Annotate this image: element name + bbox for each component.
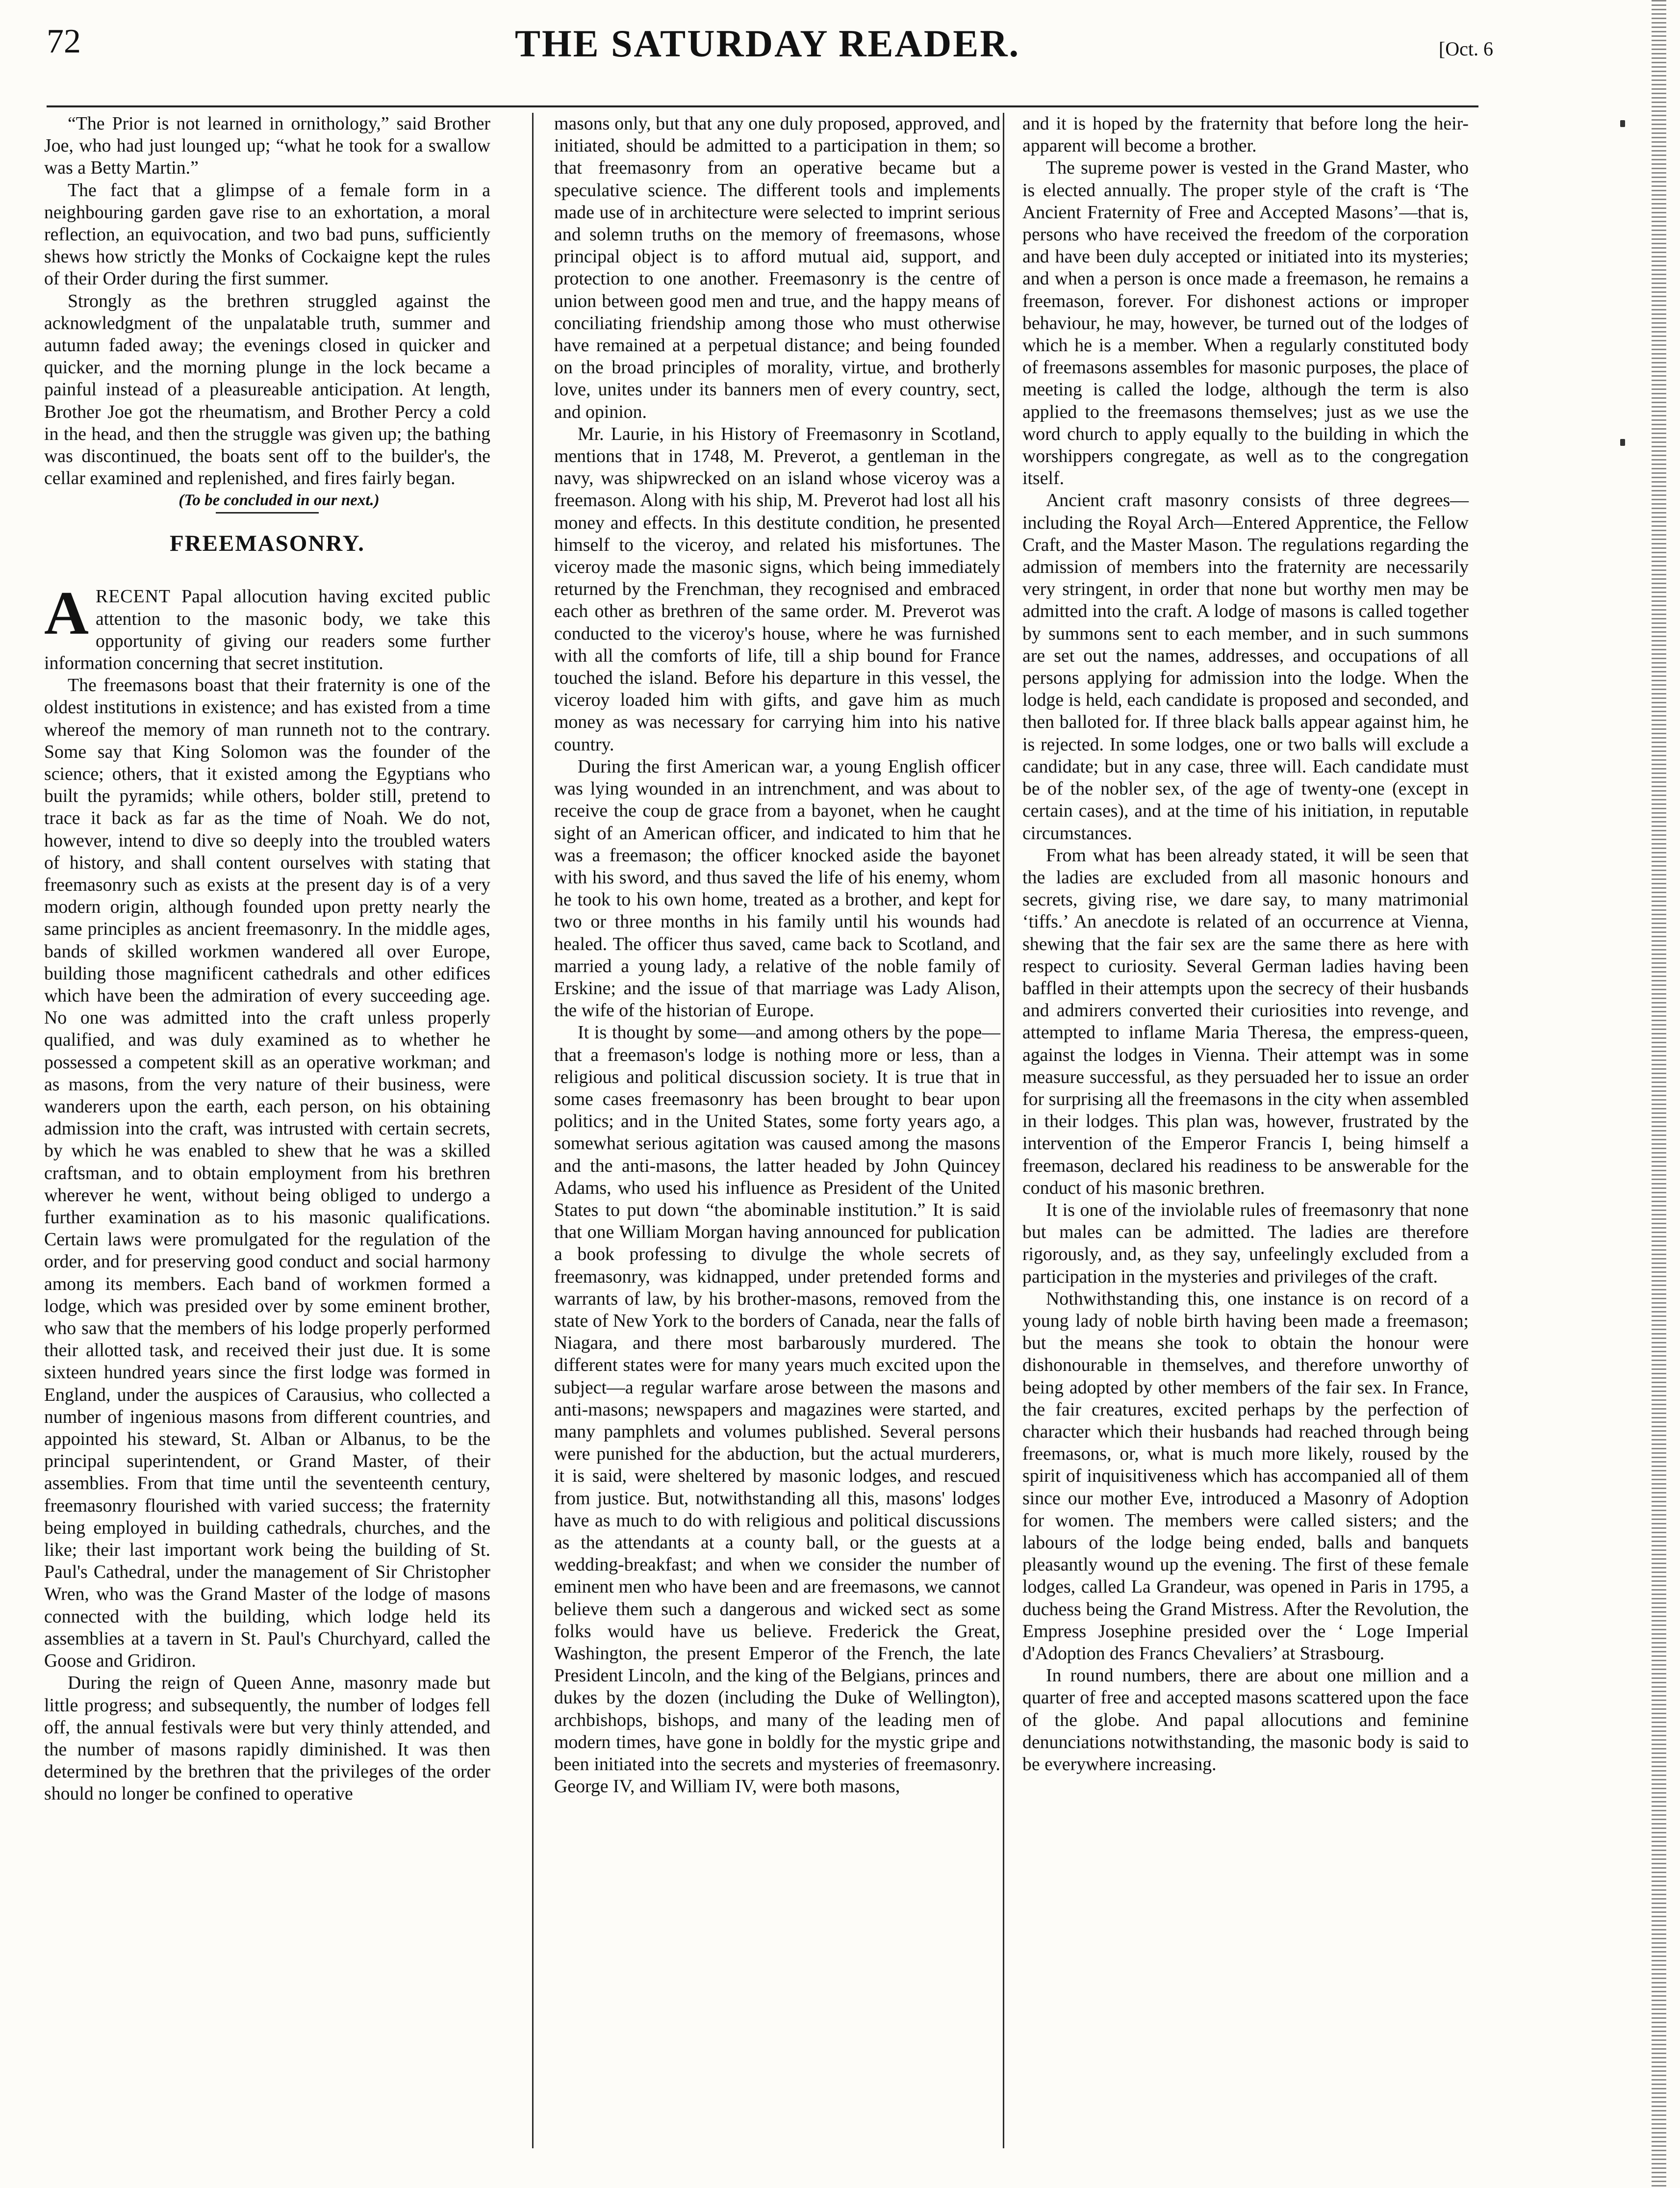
page-number: 72 bbox=[47, 23, 81, 60]
story-paragraph: Strongly as the brethren struggled against the acknowledgment of the unpalatable truth, summer and autumn faded away; the evenings closed in quicker and quicker, and the morning plunge in the lock became a painful instead of a pleasureable anticipation. At length, Brother Joe got the rheumatism, and Brother Percy a cold in the head, and then the struggle was given up; the bathing was discontinued, the boats sent off to the builder's, the cellar examined and replenished, and fires fairly began. bbox=[44, 290, 490, 489]
lead-word: RECENT bbox=[96, 586, 171, 607]
column-2 bbox=[554, 113, 1000, 1798]
header-rule bbox=[47, 105, 1478, 107]
story-paragraph: The fact that a glimpse of a female form in a neighbouring garden gave rise to an exhortation, a moral reflection, an equivocation, and two bad puns, sufficiently shews how strictly the Monks of Cockaigne kept the rules of their Order during the first summer. bbox=[44, 180, 490, 289]
masthead-title: THE SATURDAY READER. bbox=[514, 22, 1020, 65]
article-intro bbox=[44, 579, 490, 674]
column-divider bbox=[1003, 113, 1004, 2148]
continuation-note: (To be concluded in our next.) bbox=[178, 491, 380, 510]
article-paragraph: The freemasons boast that their fraternity is one of the oldest institutions in existence; and has existed from a time whereof the memory of man runneth not to the contrary. Some say that King Solomon was the founder of the science; others, that it existed among the Egyptians who built the pyramids; while others, bolder still, pretend to trace it back as far as the time of Noah. We do not, however, intend to dive so deeply into the troubled waters of history, and shall content ourselves with stating that freemasonry such as exists at the present day is of a very modern origin, although founded upon pretty nearly the same principles as ancient freemasonry. In the middle ages, bands of skilled workmen wandered all over Europe, building those magnificent cathedrals and other edifices which have been the admiration of every succeeding age. No one was admitted into the craft unless properly qualified, and was duly examined as to whether he possessed a competent skill as an operative workman; and as masons, from the very nature of their business, were wanderers upon the earth, each person, on his obtaining admission into the craft, was intrusted with certain secrets, by which he was enabled to shew that he was a skilled craftsman, and to obtain employment from his brethren wherever he went, without being obliged to undergo a further examination as to his masonic qualifications. Certain laws were promulgated for the regulation of the order, and for preserving good conduct and social harmony among its members. Each band of workmen formed a lodge, which was presided over by some eminent brother, who saw that the members of his lodge properly performed their allotted task, and received their just due. It is some sixteen hundred years since the first lodge was formed in England, under the auspices of Carausius, who collected a number of ingenious masons from different countries, and appointed his steward, St. Alban or Albanus, to be the principal superintendent, or Grand Master, of their assemblies. From that time until the seventeenth century, freemasonry flourished with varied success; the fraternity being employed in building cathedrals, churches, and the like; their last important work being the building of St. Paul's Cathedral, under the management of Sir Christopher Wren, who was the Grand Master of the lodge of masons connected with the building, which lodge held its assemblies at a tavern in St. Paul's Churchyard, called the Goose and Gridiron. bbox=[44, 675, 490, 1672]
article-paragraph: Mr. Laurie, in his History of Freemasonry in Scotland, mentions that in 1748, M. Preverot, a gentleman in the navy, was shipwrecked on an island whose viceroy was a freemason. Along with his ship, M. Preverot had lost all his money and effects. In this destitute condition, he presented himself to the viceroy, and related his misfortunes. The viceroy made the masonic signs, which being immediately returned by the Frenchman, they recognised and embraced each other as brethren of the same order. M. Preverot was conducted to the viceroy's house, where he was furnished with all the comforts of life, till a ship bound for France touched the island. Before his departure in this vessel, the viceroy loaded him with gifts, and gave him as much money as was necessary for carrying him into his native country. bbox=[554, 423, 1000, 755]
drop-cap: A bbox=[44, 579, 89, 648]
scan-edge bbox=[1652, 0, 1666, 2188]
intro-text: Papal allocution having excited public attention to the masonic body, we take this opportunity of giving our readers some further information concerning that secret institution. bbox=[44, 586, 490, 673]
article-paragraph: In round numbers, there are about one million and a quarter of free and accepted masons scattered upon the face of the globe. And papal allocutions and feminine denunciations notwithstanding, the masonic body is said to be everywhere increasing. bbox=[1022, 1665, 1469, 1775]
section-divider bbox=[216, 512, 319, 514]
column-3 bbox=[1022, 113, 1469, 1776]
column-1 bbox=[44, 113, 490, 1805]
article-paragraph: Ancient craft masonry consists of three degrees—including the Royal Arch—Entered Apprentice, the Fellow Craft, and the Master Mason. The regulations regarding the admission of members into the fraternity are necessarily very stringent, in order that none but worthy men may be admitted into the craft. A lodge of masons is called together by summons sent to each member, and in such summons are set out the names, addresses, and occupations of all persons applying for admission into the lodge. When the lodge is held, each candidate is proposed and seconded, and then balloted for. If three black balls appear against him, he is rejected. In some lodges, one or two balls will exclude a candidate; but in any case, three will. Each candidate must be of the nobler sex, of the age of twenty-one (except in certain cases), and at the time of his initiation, in reputable circumstances. bbox=[1022, 490, 1469, 844]
article-paragraph: and it is hoped by the fraternity that before long the heir-apparent will become a brother. bbox=[1022, 113, 1469, 156]
column-divider bbox=[532, 113, 534, 2148]
issue-date: [Oct. 6 bbox=[1438, 38, 1493, 60]
article-paragraph: From what has been already stated, it will be seen that the ladies are excluded from all masonic honours and secrets, giving rise, we dare say, to many matrimonial ‘tiffs.’ An anecdote is related of an occurrence at Vienna, shewing that the fair sex are the same there as here with respect to curiosity. Several German ladies having been baffled in their attempts upon the secrecy of their husbands and admirers converted their curiosities into revenge, and attempted to inflame Maria Theresa, the empress-queen, against the lodges in Vienna. Their attempt was in some measure successful, as they persuaded her to issue an order for surprising all the freemasons in the city when assembled in their lodges. This plan was, however, frustrated by the intervention of the Emperor Francis I, being himself a freemason, declared his readiness to be answerable for the conduct of his masonic brethren. bbox=[1022, 845, 1469, 1198]
story-paragraph: “The Prior is not learned in ornithology,” said Brother Joe, who had just lounged up; “what he took for a swallow was a Betty Martin.” bbox=[44, 113, 490, 179]
margin-mark bbox=[1620, 439, 1625, 446]
article-paragraph: It is thought by some—and among others by the pope—that a freemason's lodge is nothing more or less, than a religious and political discussion society. It is true that in some cases freemasonry has been brought to bear upon politics; and in the United States, some forty years ago, a somewhat serious agitation was caused among the masons and the anti-masons, the latter headed by John Quincey Adams, who used his influence as President of the United States to put down “the abominable institution.” It is said that one William Morgan having announced for publication a book professing to divulge the whole secrets of freemasonry, was kidnapped, under pretended forms and warrants of law, by his brother-masons, removed from the state of New York to the borders of Canada, near the falls of Niagara, and there most barbarously murdered. The different states were for many years much excited upon the subject—a regular warfare arose between the masons and anti-masons; newspapers and magazines were started, and many pamphlets and volumes published. Several persons were punished for the abduction, but the actual murderers, it is said, were sheltered by masonic lodges, and rescued from justice. But, notwithstanding all this, masons' lodges have as much to do with religious and political discussions as the attendants at a county ball, or the guests at a wedding-breakfast; and when we consider the number of eminent men who have been and are freemasons, we cannot believe them such a dangerous and wicked sect as some folks would have us believe. Frederick the Great, Washington, the present Emperor of the French, the late President Lincoln, and the king of the Belgians, princes and dukes by the dozen (including the Duke of Wellington), archbishops, bishops, and many of the leading men of modern times, have gone in boldly for the mystic gripe and been initiated into the secrets and mysteries of freemasonry. George IV, and William IV, were both masons, bbox=[554, 1022, 1000, 1797]
article-paragraph: During the first American war, a young English officer was lying wounded in an intrenchment, and was about to receive the coup de grace from a bayonet, when he caught sight of an American officer, and indicated to him that he was a freemason; the officer knocked aside the bayonet with his sword, and thus saved the life of his enemy, whom he took to his own home, treated as a brother, and kept for two or three months in his family until his wounds had healed. The officer thus saved, came back to Scotland, and married a young lady, a relative of the noble family of Erskine; and the issue of that marriage was Lady Alison, the wife of the historian of Europe. bbox=[554, 756, 1000, 1021]
article-title: FREEMASONRY. bbox=[170, 530, 365, 556]
margin-mark bbox=[1620, 120, 1625, 127]
article-paragraph: Nothwithstanding this, one instance is on record of a young lady of noble birth having been made a freemason; but the means she took to obtain the honour were dishonourable in themselves, and therefore unworthy of being adopted by other members of the fair sex. In France, the fair creatures, excited perhaps by the perfection of character which their husbands had reached through being freemasons, or, what is much more likely, roused by the spirit of inquisitiveness which has accompanied all of them since our mother Eve, introduced a Masonry of Adoption for women. The members were called sisters; and the labours of the lodge being ended, balls and banquets pleasantly wound up the evening. The first of these female lodges, called La Grandeur, was opened in Paris in 1795, a duchess being the Grand Mistress. After the Revolution, the Empress Josephine presided over the ‘ Loge Imperial d'Adoption des Francs Chevaliers’ at Strasbourg. bbox=[1022, 1288, 1469, 1664]
article-paragraph: It is one of the inviolable rules of freemasonry that none but males can be admitted. The ladies are therefore rigorously, and, as they say, unfeelingly excluded from a participation in the mysteries and privileges of the craft. bbox=[1022, 1199, 1469, 1287]
page-header bbox=[47, 22, 1493, 78]
article-paragraph: During the reign of Queen Anne, masonry made but little progress; and subsequently, the number of lodges fell off, the annual festivals were but very thinly attended, and the number of masons rapidly diminished. It was then determined by the brethren that the privileges of the order should no longer be confined to operative bbox=[44, 1673, 490, 1804]
article-paragraph: masons only, but that any one duly proposed, approved, and initiated, should be admitted to a participation in them; so that freemasonry from an operative became but a speculative science. The different tools and implements made use of in architecture were selected to imprint serious and solemn truths on the memory of freemasons, whose principal object is to afford mutual aid, support, and protection to one another. Freemasonry is the centre of union between good men and true, and the happy means of conciliating friendship among those who must otherwise have remained at a perpetual distance; and being founded on the broad principles of morality, virtue, and brotherly love, unites under its banners men of every country, sect, and opinion. bbox=[554, 113, 1000, 422]
article-paragraph: The supreme power is vested in the Grand Master, who is elected annually. The proper style of the craft is ‘The Ancient Fraternity of Free and Accepted Masons’—that is, persons who have received the freedom of the corporation and have been duly accepted or initiated into its mysteries; and when a person is once made a freemason, he remains a freemason, forever. For dishonest actions or improper behaviour, he may, however, be turned out of the lodges of which he is a member. When a regularly constituted body of freemasons assembles for masonic purposes, the place of meeting is called the lodge, although the term is also applied to the freemasons themselves; just as we use the word church to apply equally to the building in which the worshippers congregate, as well as to the congregation itself. bbox=[1022, 157, 1469, 489]
